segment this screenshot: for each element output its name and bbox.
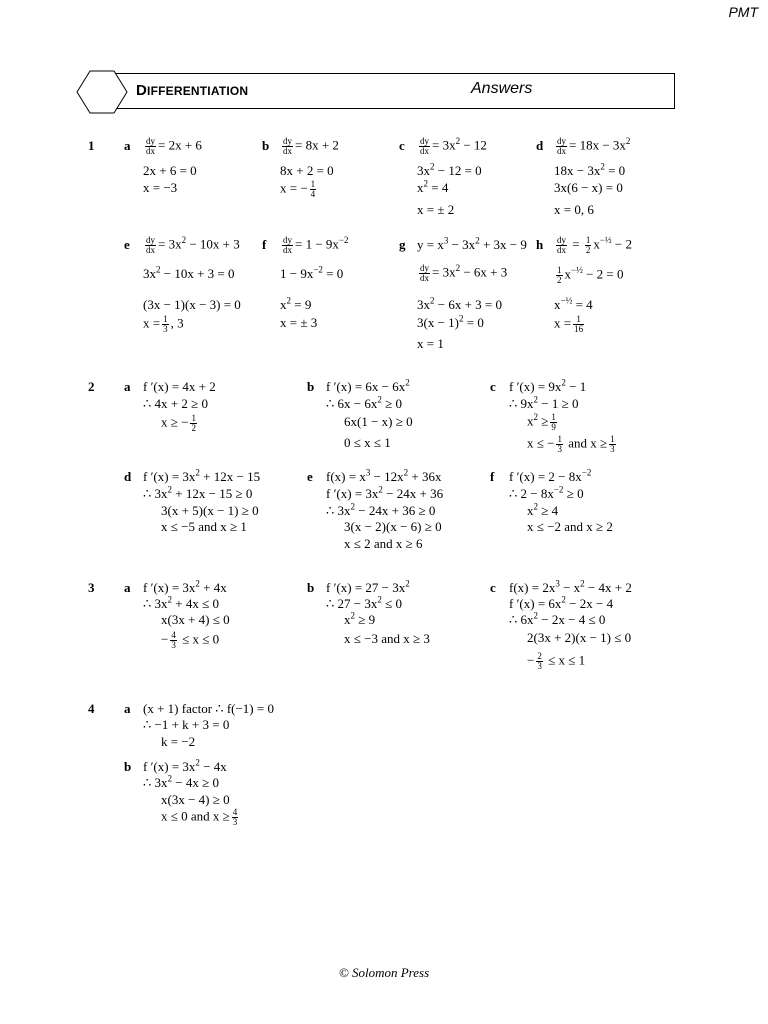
q2e-line3: ∴ $3x^2 - 24x + 36 \ge 0$ (326, 501, 436, 518)
q1b-line1: $\frac{dy}{dx}$ = 8x + 2 (283, 136, 339, 156)
q2d-line2: ∴ $3x^2 + 12x - 15 \ge 0$ (143, 484, 253, 501)
question-3-number: 3 (88, 580, 95, 595)
q2c-line3: $x^2$ ≥ $\frac{1}{9}$ (527, 412, 556, 432)
q4b-line3: x(3x − 4) ≥ 0 (161, 792, 230, 807)
q3b-line3: $x^2 \ge 9$ (344, 610, 376, 627)
page-title: DIFFERENTIATION (136, 82, 249, 99)
q2b-label: b (307, 379, 315, 394)
q1d-line1: $\frac{dy}{dx}$ = $18x - 3x^2$ (557, 136, 631, 156)
q1f-line2: $1 - 9x^{-2} = 0$ (280, 264, 344, 281)
question-2-number: 2 (88, 379, 95, 394)
q2e-line1: $f(x) = x^3 - 12x^2 + 36x$ (326, 467, 442, 484)
q3b-label: b (307, 580, 315, 595)
q3c-line4: 2(3x + 2)(x − 1) ≤ 0 (527, 630, 632, 645)
q2c-line2: ∴ $9x^2 - 1 \ge 0$ (509, 394, 579, 411)
q4a-line3: k = −2 (161, 734, 196, 749)
q4a-line1: (x + 1) factor ∴ f(−1) = 0 (143, 701, 274, 716)
q3b-line2: ∴ $27 - 3x^2 \le 0$ (326, 594, 402, 611)
q3a-line2: ∴ $3x^2 + 4x \le 0$ (143, 594, 219, 611)
q1g-line3: $3x^2 - 6x + 3 = 0$ (417, 295, 502, 312)
footer-copyright: © Solomon Press (338, 965, 430, 980)
q4b-label: b (124, 759, 132, 774)
q2e-line2: f $'(x) = 3x^2 - 24x + 36$ (326, 484, 444, 501)
q1h-line4: x = $\frac{1}{16}$ (554, 314, 584, 334)
q1b-line3: x = − $\frac{1}{4}$ (280, 179, 316, 199)
q2f-line3: $x^2 \ge 4$ (527, 501, 559, 518)
q1c-label: c (399, 138, 405, 153)
q2f-line1: f $'(x) = 2 - 8x^{-2}$ (509, 467, 592, 484)
q1e-label: e (124, 237, 130, 252)
q1e-line4: x = $\frac{1}{3}$ , 3 (143, 314, 184, 334)
q2b-line4: 0 ≤ x ≤ 1 (344, 435, 391, 450)
q3a-line4: − $\frac{4}{3}$ ≤ x ≤ 0 (161, 630, 220, 650)
q1h-line3: $x^{-\frac{1}{2}} = 4$ (554, 295, 593, 312)
q1d-line4: x = 0, 6 (554, 202, 594, 217)
q3c-line2: f $'(x) = 6x^2 - 2x - 4$ (509, 594, 614, 611)
q1a-label: a (124, 138, 131, 153)
q2a-line1: f ′(x) = 4x + 2 (143, 379, 216, 394)
question-1-number: 1 (88, 138, 95, 153)
q1d-line2: $18x - 3x^2 = 0$ (554, 161, 626, 178)
q3c-line5: − $\frac{2}{3}$ ≤ x ≤ 1 (527, 651, 586, 671)
q4b-line2: ∴ $3x^2 - 4x \ge 0$ (143, 773, 219, 790)
q1h-line2: $\frac{1}{2}$ $x^{-\frac{1}{2}} - 2 = 0$ (557, 265, 624, 285)
q4b-line1: f $'(x) = 3x^2 - 4x$ (143, 757, 227, 774)
q2d-line4: x ≤ −5 and x ≥ 1 (161, 519, 247, 534)
q2e-line4: 3(x − 2)(x − 6) ≥ 0 (344, 519, 442, 534)
q2f-line4: x ≤ −2 and x ≥ 2 (527, 519, 613, 534)
q2a-line3: x ≥ − $\frac{1}{2}$ (161, 413, 196, 433)
q3c-label: c (490, 580, 496, 595)
q1f-line3: $x^2 = 9$ (280, 295, 312, 312)
corner-label: PMT (728, 4, 758, 20)
q1e-line3: (3x − 1)(x − 3) = 0 (143, 297, 241, 312)
q3a-label: a (124, 580, 131, 595)
hexagon-icon (76, 70, 128, 114)
q1g-label: g (399, 237, 406, 252)
q2e-label: e (307, 469, 313, 484)
q2d-line3: 3(x + 5)(x − 1) ≥ 0 (161, 503, 259, 518)
q1g-line4: $3(x - 1)^2 = 0$ (417, 313, 484, 330)
q1c-line4: x = ± 2 (417, 202, 455, 217)
q1d-line3: 3x(6 − x) = 0 (554, 180, 623, 195)
q4a-line2: ∴ −1 + k + 3 = 0 (143, 717, 230, 732)
q1g-line2: $\frac{dy}{dx}$ = $3x^2 - 6x + 3$ (420, 263, 508, 283)
q1c-line2: $3x^2 - 12 = 0$ (417, 161, 482, 178)
q3a-line3: x(3x + 4) ≤ 0 (161, 612, 230, 627)
q1f-line1: $\frac{dy}{dx}$ = $1 - 9x^{-2}$ (283, 235, 349, 255)
q1f-label: f (262, 237, 267, 252)
q1e-line2: $3x^2 - 10x + 3 = 0$ (143, 264, 235, 281)
q2d-line1: f $'(x) = 3x^2 + 12x - 15$ (143, 467, 261, 484)
q2a-line2: ∴ 4x + 2 ≥ 0 (143, 396, 208, 411)
q1h-line1: $\frac{dy}{dx}$ = $\frac{1}{2}$ $x^{-\frac{1}{2}} - 2$ (557, 235, 633, 255)
q2f-line2: ∴ $2 - 8x^{-2} \ge 0$ (509, 484, 584, 501)
q2d-label: d (124, 469, 132, 484)
q2b-line2: ∴ $6x - 6x^2 \ge 0$ (326, 394, 402, 411)
q2a-label: a (124, 379, 131, 394)
q1g-line1: $y = x^3 - 3x^2 + 3x - 9$ (417, 235, 527, 252)
q1c-line3: $x^2 = 4$ (417, 178, 449, 195)
q1b-label: b (262, 138, 270, 153)
question-4-number: 4 (88, 701, 95, 716)
q3c-line3: ∴ $6x^2 - 2x - 4 \le 0$ (509, 610, 606, 627)
q1f-line4: x = ± 3 (280, 315, 318, 330)
q4a-label: a (124, 701, 131, 716)
q3c-line1: $f(x) = 2x^3 - x^2 - 4x + 2$ (509, 578, 632, 595)
q1b-line2: 8x + 2 = 0 (280, 163, 334, 178)
q1a-line3: x = −3 (143, 180, 178, 195)
q2b-line1: f $'(x) = 6x - 6x^2$ (326, 377, 410, 394)
q2e-line5: x ≤ 2 and x ≥ 6 (344, 536, 423, 551)
q2c-label: c (490, 379, 496, 394)
q1h-label: h (536, 237, 544, 252)
q3a-line1: f $'(x) = 3x^2 + 4x$ (143, 578, 227, 595)
q3b-line4: x ≤ −3 and x ≥ 3 (344, 631, 430, 646)
q2c-line4: x ≤ − $\frac{1}{3}$ and x ≥ $\frac{1}{3}$ (527, 434, 615, 454)
q3b-line1: f $'(x) = 27 - 3x^2$ (326, 578, 410, 595)
q1a-line2: 2x + 6 = 0 (143, 163, 197, 178)
q1a-line1: $\frac{dy}{dx}$ = 2x + 6 (146, 136, 202, 156)
q1e-line1: $\frac{dy}{dx}$ = $3x^2 - 10x + 3$ (146, 235, 240, 255)
q2b-line3: 6x(1 − x) ≥ 0 (344, 414, 413, 429)
q1g-line5: x = 1 (417, 336, 444, 351)
q4b-line4: x ≤ 0 and x ≥ $\frac{4}{3}$ (161, 807, 238, 827)
q2c-line1: f $'(x) = 9x^2 - 1$ (509, 377, 587, 394)
answers-heading: Answers (471, 80, 533, 97)
q1c-line1: $\frac{dy}{dx}$ = $3x^2 - 12$ (420, 136, 487, 156)
q1d-label: d (536, 138, 544, 153)
q2f-label: f (490, 469, 495, 484)
